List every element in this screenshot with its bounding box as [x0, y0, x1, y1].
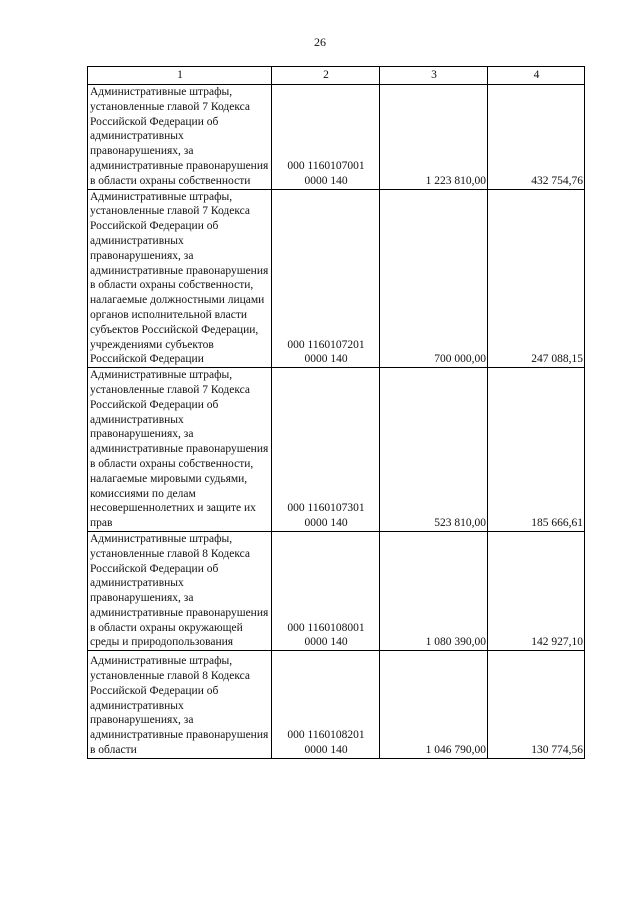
amount-col3-cell: 700 000,00 [380, 189, 488, 368]
amount-col3-cell: 1 223 810,00 [380, 85, 488, 190]
amount-col4-cell: 247 088,15 [488, 189, 585, 368]
amount-col4-cell: 432 754,76 [488, 85, 585, 190]
column-header-4: 4 [488, 67, 585, 85]
column-header-2: 2 [272, 67, 380, 85]
amount-col4-cell: 130 774,56 [488, 651, 585, 759]
amount-col4-cell: 142 927,10 [488, 531, 585, 650]
amount-col4-cell: 185 666,61 [488, 368, 585, 532]
amount-col3-cell: 1 046 790,00 [380, 651, 488, 759]
revenue-name-cell: Административные штрафы, установленные главой 7 Кодекса Российской Федерации об административных правонарушениях, за административные правонарушения в области охраны собственности, налагаемые должностными лицами органов исполнительной власти субъектов Российской Федерации, учреждениями субъектов Российской Федерации [88, 189, 272, 368]
table-row [88, 368, 585, 532]
budget-code-part2: 0000 140 [304, 517, 348, 530]
table-row [88, 531, 585, 650]
budget-code-part1: 000 1160107301 [287, 502, 365, 515]
table-row [88, 85, 585, 190]
budget-code-cell [272, 189, 380, 368]
table-header-row [88, 67, 585, 85]
table-row [88, 189, 585, 368]
amount-col3-cell: 1 080 390,00 [380, 531, 488, 650]
budget-code-cell [272, 85, 380, 190]
budget-code-part1: 000 1160108201 [287, 729, 365, 742]
budget-code-part2: 0000 140 [304, 636, 348, 649]
budget-code-cell [272, 651, 380, 759]
budget-code-part1: 000 1160108001 [287, 621, 365, 634]
budget-code-part2: 0000 140 [304, 744, 348, 757]
amount-col3-cell: 523 810,00 [380, 368, 488, 532]
budget-code-part1: 000 1160107001 [287, 159, 365, 172]
budget-code-part2: 0000 140 [304, 174, 348, 187]
column-header-1: 1 [88, 67, 272, 85]
revenue-name-cell: Административные штрафы, установленные главой 7 Кодекса Российской Федерации об административных правонарушениях, за административные правонарушения в области охраны собственности, налагаемые мировыми судьями, комиссиями по делам несовершеннолетних и защите их прав [88, 368, 272, 532]
revenue-name-cell: Административные штрафы, установленные главой 8 Кодекса Российской Федерации об административных правонарушениях, за административные правонарушения в области охраны окружающей среды и природопользования [88, 531, 272, 650]
table-row [88, 651, 585, 759]
budget-code-part1: 000 1160107201 [287, 338, 365, 351]
budget-code-part2: 0000 140 [304, 353, 348, 366]
revenue-name-cell: Административные штрафы, установленные главой 7 Кодекса Российской Федерации об административных правонарушениях, за административные правонарушения в области охраны собственности [88, 85, 272, 190]
revenue-name-cell: Административные штрафы, установленные главой 8 Кодекса Российской Федерации об административных правонарушениях, за административные правонарушения в области [88, 651, 272, 759]
budget-code-cell [272, 368, 380, 532]
page-number: 26 [314, 35, 326, 49]
budget-table [87, 66, 585, 759]
budget-code-cell [272, 531, 380, 650]
column-header-3: 3 [380, 67, 488, 85]
